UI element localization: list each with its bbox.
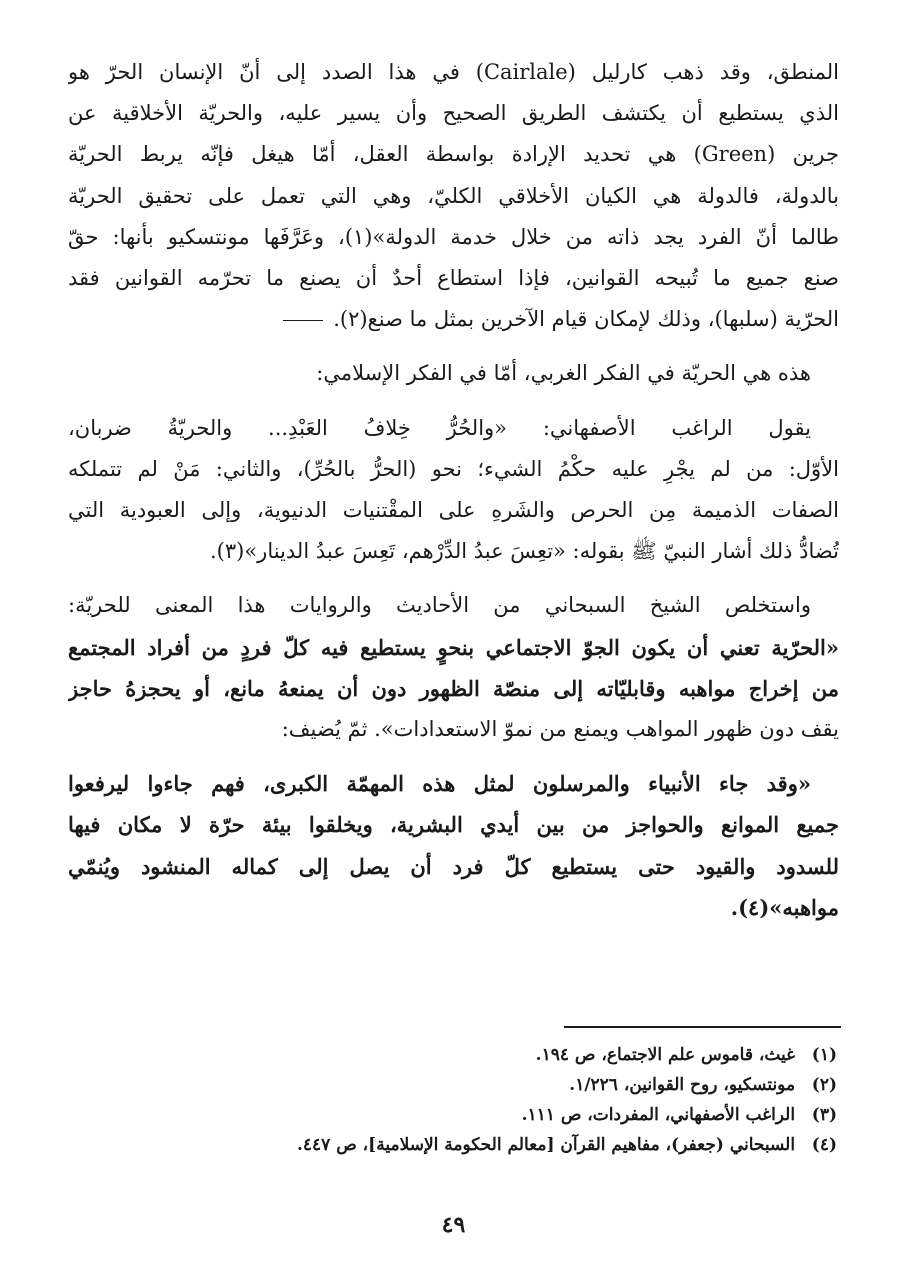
footnote-item	[297, 1100, 837, 1130]
footnote-number: (٢)	[811, 1075, 837, 1095]
text-line: جرين (Green) هي تحديد الإرادة بواسطة العقل، أمّا هيغل فإنّه يربط الحريّة	[68, 142, 839, 167]
footnote-text: غيث، قاموس علم الاجتماع، ص ١٩٤.	[535, 1045, 796, 1065]
paragraph-prophets-quote	[68, 763, 839, 928]
text-line: يقول الراغب الأصفهاني: «والحُرُّ خِلافُ العَبْدِ... والحريّةُ ضربان،	[68, 415, 811, 440]
footnote-text: مونتسكيو، روح القوانين، ١/٢٢٦.	[569, 1075, 796, 1095]
quote-line: للسدود والقيود حتى يستطيع كلّ فرد أن يصل إلى كماله المنشود ويُنمّي	[68, 853, 839, 879]
text-line: الأوّل: من لم يجْرِ عليه حكْمُ الشيء؛ نحو (الحرُّ بالحُرِّ)، والثاني: مَنْ لم تتملكه	[68, 456, 839, 481]
quote-line: «الحرّية تعني أن يكون الجوّ الاجتماعي بنحوٍ يستطيع فيه كلّ فردٍ من أفراد المجتمع	[68, 634, 839, 660]
footnote-number: (٤)	[811, 1135, 837, 1155]
footnote-item	[297, 1130, 837, 1160]
paragraph-raghib	[68, 408, 839, 573]
text-line: المنطق، وقد ذهب كارليل (Cairlale) في هذا الصدد إلى أنّ الإنسان الحرّ هو	[68, 60, 839, 84]
footnote-divider	[564, 1026, 841, 1028]
text-line: يقف دون ظهور المواهب ويمنع من نموّ الاستعدادات». ثمّ يُضيف:	[281, 717, 839, 742]
main-text	[68, 52, 839, 928]
text-line: واستخلص الشيخ السبحاني من الأحاديث والروايات هذا المعنى للحريّة:	[68, 593, 811, 618]
quote-line: من إخراج مواهبه وقابليّاته إلى منصّة الظهور دون أن يمنعهُ مانع، أو يحجزهُ حاجز	[68, 675, 839, 701]
text-line: تُضادُّ ذلك أشار النبيّ ﷺ بقوله: «تعِسَ عبدُ الدِّرْهم، تَعِسَ عبدُ الدينار»(٣).	[209, 539, 839, 564]
text-line-content: الحرّية (سلبها)، وذلك لإمكان قيام الآخرين بمثل ما صنع(٢).	[333, 307, 839, 332]
paragraph-western-freedom	[68, 52, 839, 340]
text-line: بالدولة، فالدولة هي الكيان الأخلاقي الكليّ، وهي التي تعمل على تحقيق الحريّة	[68, 183, 839, 208]
footnote-text: السبحاني (جعفر)، مفاهيم القرآن [معالم الحكومة الإسلامية]، ص ٤٤٧.	[296, 1135, 796, 1155]
footnote-number: (٣)	[811, 1105, 837, 1125]
text-line-last	[68, 299, 839, 340]
text-line: طالما أنّ الفرد يجد ذاته من خلال خدمة الدولة»(١)، وعَرَّفَها مونتسكيو بأنها: حقّ	[68, 224, 839, 249]
text-line: الذي يستطيع أن يكتشف الطريق الصحيح وأن يسير عليه، والحريّة الأخلاقية عن	[68, 101, 839, 126]
text-line: هذه هي الحريّة في الفكر الغربي، أمّا في الفكر الإسلامي:	[316, 361, 811, 386]
footnotes	[297, 1040, 837, 1160]
paragraph-subhani	[68, 585, 839, 750]
quote-line: مواهبه»(٤).	[730, 894, 839, 920]
dash-rule	[283, 320, 323, 321]
footnote-item	[297, 1070, 837, 1100]
footnote-text: الراغب الأصفهاني، المفردات، ص ١١١.	[521, 1105, 796, 1125]
footnote-number: (١)	[811, 1045, 837, 1065]
quote-line: جميع الموانع والحواجز من بين أيدي البشرية، ويخلقوا بيئة حرّة لا مكان فيها	[68, 812, 839, 838]
page-number: ٤٩	[441, 1212, 466, 1238]
footnote-item	[297, 1040, 837, 1070]
quote-line: «وقد جاء الأنبياء والمرسلون لمثل هذه المهمّة الكبرى، فهم جاءوا ليرفعوا	[68, 771, 811, 797]
text-line: صنع جميع ما تُبيحه القوانين، فإذا استطاع أحدٌ أن يصنع ما تحرّمه القوانين فقد	[68, 266, 839, 291]
text-line: الصفات الذميمة مِن الحرص والشَرهِ على المقْتنيات الدنيوية، وإلى العبودية التي	[68, 498, 839, 523]
paragraph-transition	[68, 353, 839, 394]
